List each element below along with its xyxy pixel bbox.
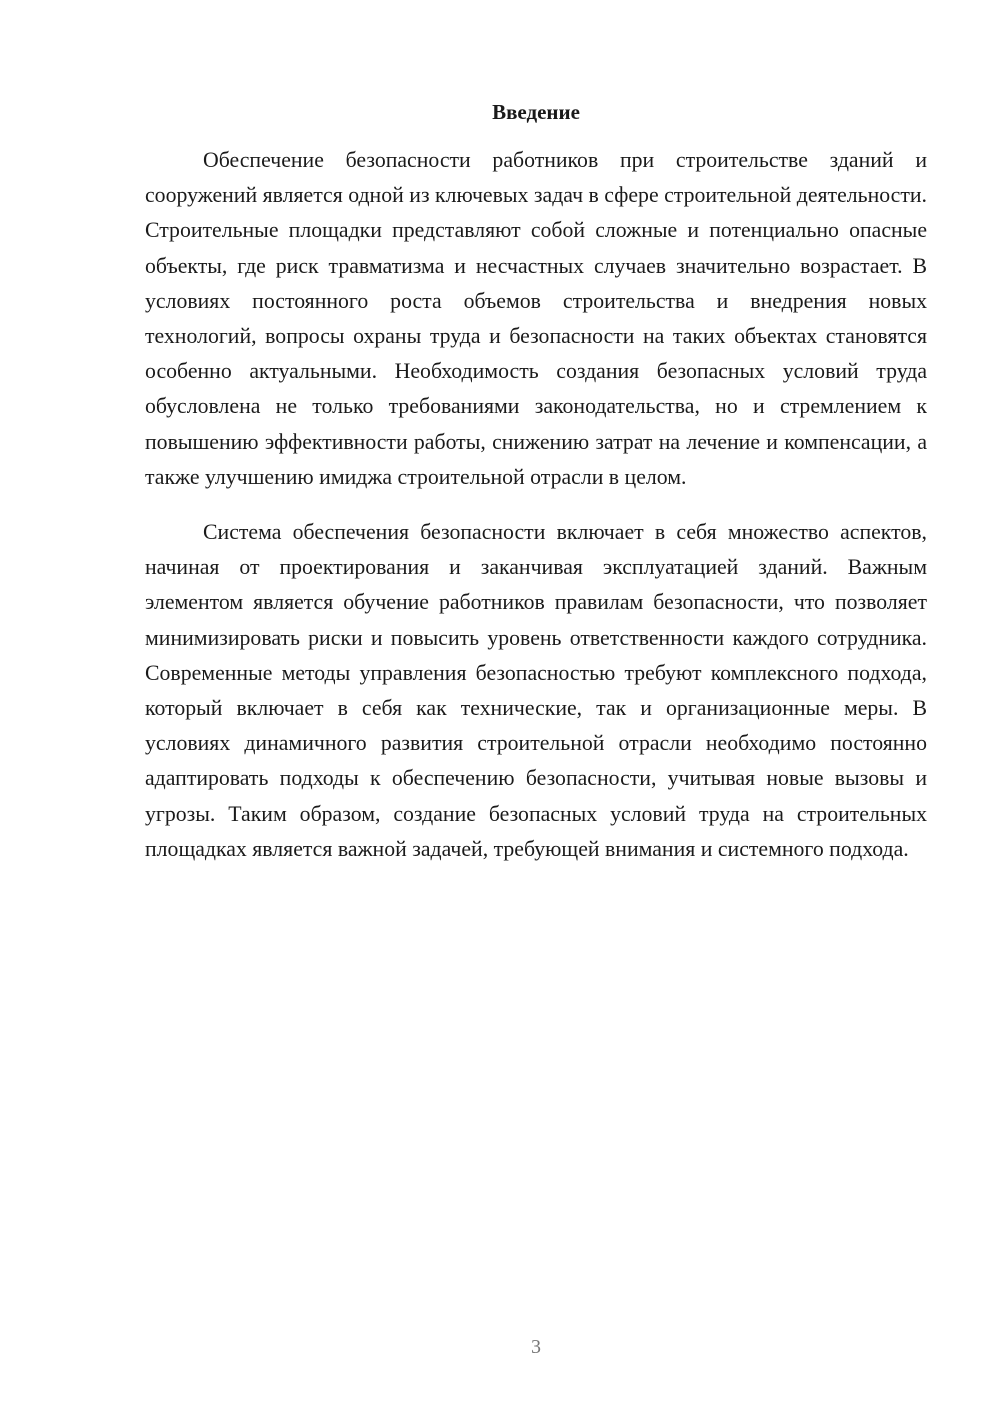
paragraph-1: Обеспечение безопасности работников при строительстве зданий и сооружений является одной из ключевых задач в сфере строительной деятельности. Строительные площадки представляют собой сложные и потенциально опасные объекты, где риск травматизма и несчастных случаев значительно возрастает. В условиях постоянного роста объемов строительства и внедрения новых технологий, вопросы охраны труда и безопасности на таких объектах становятся особенно актуальными. Необходимость создания безопасных условий труда обусловлена не только требованиями законодательства, но и стремлением к повышению эффективности работы, снижению затрат на лечение и компенсации, а также улучшению имиджа строительной отрасли в целом. xyxy=(145,148,927,489)
page-number: 3 xyxy=(531,1336,541,1358)
section-title: Введение xyxy=(492,100,580,124)
paragraph-2: Система обеспечения безопасности включает в себя множество аспектов, начиная от проектирования и заканчивая эксплуатацией зданий. Важным элементом является обучение работников правилам безопасности, что позволяет минимизировать риски и повысить уровень ответственности каждого сотрудника. Современные методы управления безопасностью требуют комплексного подхода, который включает в себя как технические, так и организационные меры. В условиях динамичного развития строительной отрасли необходимо постоянно адаптировать подходы к обеспечению безопасности, учитывая новые вызовы и угрозы. Таким образом, создание безопасных условий труда на строительных площадках является важной задачей, требующей внимания и системного подхода. xyxy=(145,520,927,861)
body-text xyxy=(145,143,927,867)
